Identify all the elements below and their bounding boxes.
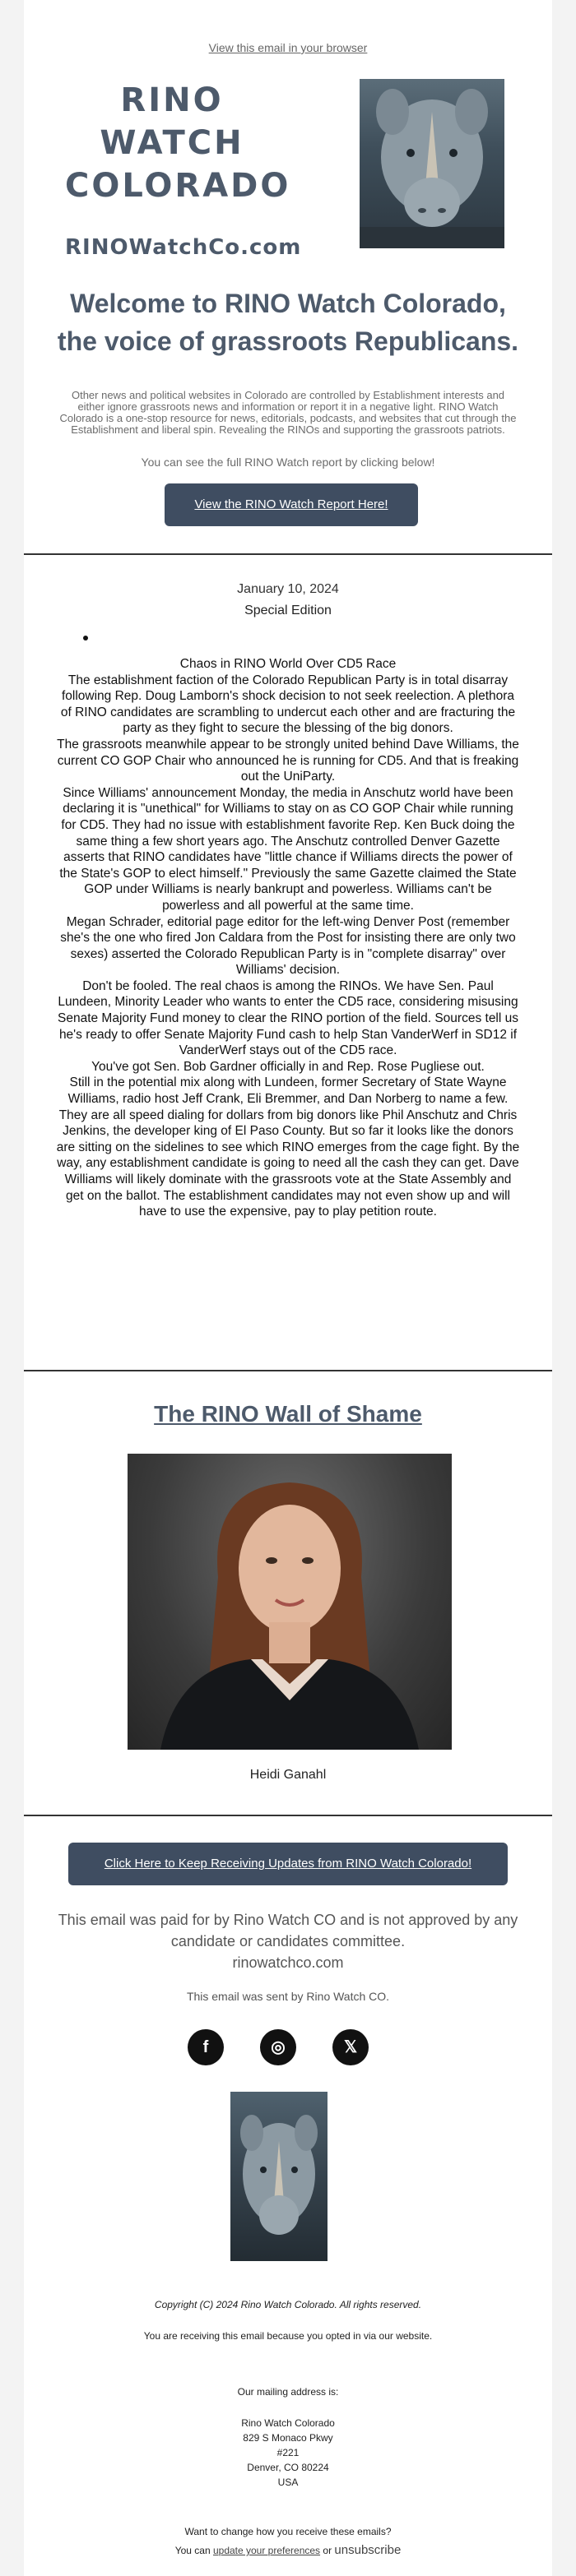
portrait-illustration: [128, 1454, 452, 1750]
issue-date: January 10, 2024: [237, 582, 339, 596]
issue-edition: Special Edition: [244, 604, 332, 617]
view-in-browser-link[interactable]: View this email in your browser: [208, 41, 368, 54]
person-portrait-image: [128, 1454, 452, 1750]
paid-for-site: rinowatchco.com: [232, 1954, 344, 1971]
address-line: USA: [277, 2477, 299, 2488]
article: [55, 656, 521, 1220]
wall-of-shame-title[interactable]: The RINO Wall of Shame: [154, 1401, 422, 1427]
rhino-footer-illustration: [230, 2092, 327, 2261]
brand-block: [65, 79, 302, 260]
preferences-row: [24, 2543, 552, 2557]
brand-title-line1: RINO WATCH: [100, 81, 244, 162]
header: [24, 54, 552, 260]
keep-receiving-updates-button[interactable]: Click Here to Keep Receiving Updates from RINO Watch Colorado!: [68, 1843, 508, 1885]
view-in-browser-row: [24, 0, 552, 54]
address-line: Rino Watch Colorado: [241, 2417, 335, 2429]
or-text: or: [323, 2545, 332, 2556]
sent-by-text: This email was sent by Rino Watch CO.: [186, 1990, 390, 2003]
unsubscribe-link[interactable]: unsubscribe: [334, 2543, 402, 2557]
bullet-marker: [83, 636, 88, 641]
paid-for-notice: [49, 1909, 527, 1973]
intro-text: Other news and political websites in Colorado are controlled by Establishment interests and either ignore grassroots news and information or report it in a negative light. RINO Watch Colorado is a one-stop resource for news, editorials, podcasts, and websites that cut through the Establishment and liberal spin. Revealing the RINOs and supporting the grassroots patriots.: [59, 389, 517, 436]
address-line: 829 S Monaco Pkwy: [243, 2432, 333, 2444]
brand-title-line2: COLORADO: [65, 167, 291, 205]
brand-url: RINOWatchCo.com: [65, 235, 302, 260]
address-line: Denver, CO 80224: [247, 2462, 329, 2473]
address-line: #221: [276, 2447, 300, 2458]
article-headline: Chaos in RINO World Over CD5 Race: [179, 657, 397, 671]
paid-for-text: This email was paid for by Rino Watch CO and is not approved by any candidate or candidates committee.: [58, 1912, 518, 1949]
instagram-icon[interactable]: ◎: [260, 2029, 296, 2065]
article-paragraph: Since Williams' announcement Monday, the media in Anschutz world have been declaring it is "unethical" for Williams to stay on as CO GOP Chair while running for CD5. They had no issue with establishment favorite Rep. Ken Buck doing the same thing a few short years ago. The Anschutz controlled Denver Gazette asserts that RINO candidates have "little chance if Williams directs the power of the State's GOP to elect himself." Previously the same Gazette claimed the State GOP under Williams is nearly bankrupt and powerless. Williams can't be powerless and all powerful at the same time.: [59, 785, 517, 913]
mailing-address: [24, 2384, 552, 2490]
article-paragraph: Megan Schrader, editorial page editor for the left-wing Denver Post (remember she's the one who fired Jon Caldara from the Post for insisting there are only two sexes) asserted the Colorado Republican Party is in "complete disarray" over Williams' decision.: [60, 914, 516, 978]
article-paragraph: The establishment faction of the Colorado Republican Party is in total disarray following Rep. Doug Lamborn's shock decision to not seek reelection. A plethora of RINO candidates are scrambling to undercut each other and are fracturing the party as they fight to secure the blessing of the big donors.: [60, 673, 516, 736]
portrait-caption: Heidi Ganahl: [249, 1768, 327, 1782]
prefs-prefix: You can: [174, 2545, 211, 2556]
divider-2: [24, 1370, 552, 1371]
welcome-heading: Welcome to RINO Watch Colorado, the voice of grassroots Republicans.: [57, 289, 519, 356]
article-paragraph: Still in the potential mix along with Lundeen, former Secretary of State Wayne Williams, radio host Jeff Crank, Eli Bremmer, and Dan Norberg to name a few. They are all speed dialing for dollars from big donors like Phil Anschutz and Chris Jenkins, the developer king of El Paso County. But so far it looks like the donors are sitting on the sidelines to see which RINO emerges from the cage fight. By the way, any establishment candidate is going to need all the cash they can get. Dave Williams will likely dominate with the grassroots vote at the State Assembly and get on the ballot. The establishment candidates may not even show up and will have to use the expensive, pay to play petition route.: [56, 1075, 520, 1219]
view-report-button[interactable]: View the RINO Watch Report Here!: [165, 483, 418, 526]
email-body: [24, 0, 552, 2576]
rhino-footer-image: [230, 2092, 327, 2261]
social-links: [24, 2029, 552, 2069]
article-paragraph: The grassroots meanwhile appear to be strongly united behind Dave Williams, the current CO GOP Chair who announced he is running for CD5. And that is freaking out the UniParty.: [57, 737, 519, 784]
article-paragraph: Don't be fooled. The real chaos is among the RINOs. We have Sen. Paul Lundeen, Minority Leader who wants to enter the CD5 race, considering misusing Senate Majority Fund money to clear the RINO portion of the field. Sources tell us he's ready to offer Senate Majority Fund cash to help Stan VanderWerf in SD12 if VanderWerf stays out of the CD5 race.: [58, 978, 518, 1058]
copyright-text: Copyright (C) 2024 Rino Watch Colorado. All rights reserved.: [154, 2299, 422, 2310]
divider-3: [24, 1815, 552, 1816]
change-prompt: Want to change how you receive these emails?: [184, 2526, 392, 2537]
see-full-report-text: You can see the full RINO Watch report by clicking below!: [141, 456, 435, 469]
rhino-portrait-image: [360, 79, 504, 248]
rhino-illustration: [360, 79, 504, 248]
divider-1: [24, 553, 552, 555]
opt-in-notice: You are receiving this email because you opted in via our website.: [143, 2330, 433, 2342]
mailing-label: Our mailing address is:: [237, 2386, 339, 2398]
update-preferences-link[interactable]: update your preferences: [212, 2545, 321, 2556]
facebook-icon[interactable]: f: [188, 2029, 224, 2065]
article-paragraph: You've got Sen. Bob Gardner officially in and Rep. Rose Pugliese out.: [91, 1059, 485, 1074]
x-icon[interactable]: 𝕏: [332, 2029, 369, 2065]
